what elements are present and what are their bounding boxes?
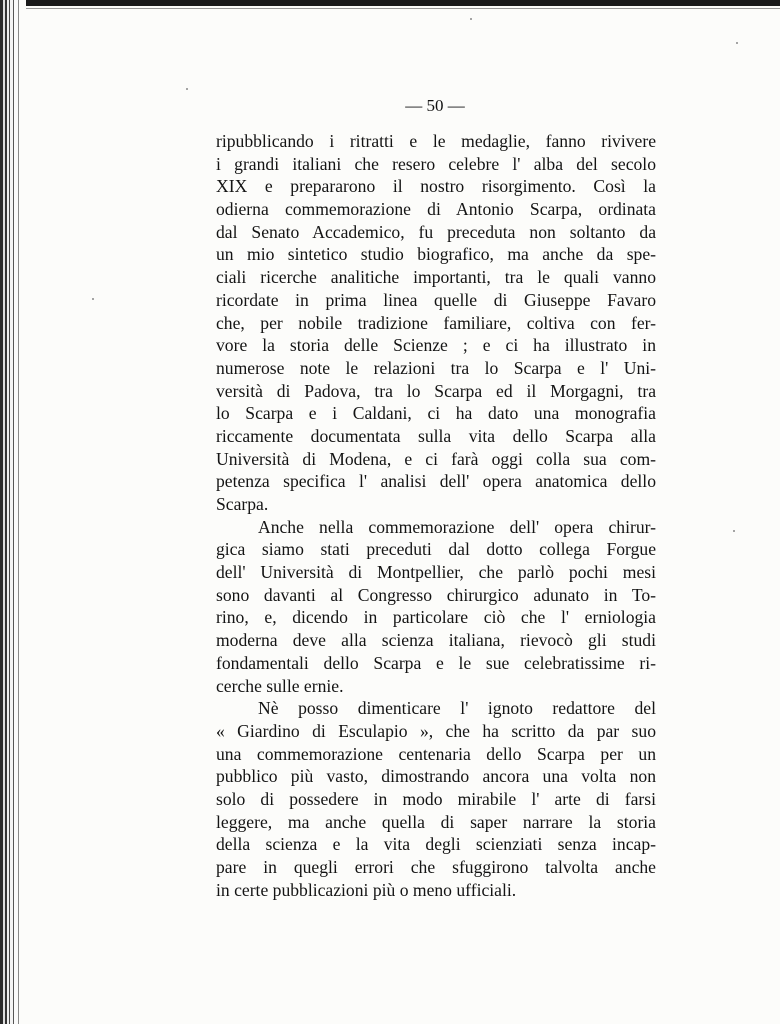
top-border bbox=[0, 0, 780, 6]
text-line: Anche nella commemorazione dell' opera chirur- bbox=[258, 516, 656, 537]
text-line: petenza specifica l' analisi dell' opera anatomica dello bbox=[216, 471, 656, 492]
paragraph bbox=[216, 697, 656, 901]
print-speck bbox=[92, 298, 94, 300]
text-line: gica siamo stati preceduti dal dotto collega Forgue bbox=[216, 539, 656, 560]
text-line: dell' Università di Montpellier, che parlò pochi mesi bbox=[216, 562, 656, 583]
text-line: in certe pubblicazioni più o meno ufficiali. bbox=[216, 879, 517, 900]
text-line: della scienza e la vita degli scienziati senza incap- bbox=[216, 834, 656, 855]
text-line: Università di Modena, e ci farà oggi colla sua com- bbox=[216, 448, 656, 469]
text-line: odierna commemorazione di Antonio Scarpa, ordinata bbox=[216, 199, 656, 220]
text-line: dal Senato Accademico, fu preceduta non soltanto da bbox=[216, 221, 656, 242]
text-line: ripubblicando i ritratti e le medaglie, fanno rivivere bbox=[216, 131, 656, 151]
binding-spine bbox=[0, 0, 26, 1024]
text-line: leggere, ma anche quella di saper narrare la storia bbox=[216, 811, 656, 832]
text-line: rino, e, dicendo in particolare ciò che l' erniologia bbox=[216, 607, 656, 628]
text-line: ricordate in prima linea quelle di Giuseppe Favaro bbox=[216, 289, 656, 310]
text-line: XIX e prepararono il nostro risorgimento. Così la bbox=[216, 176, 656, 197]
paragraph bbox=[216, 516, 656, 698]
page-number: — 50 — bbox=[405, 96, 465, 115]
text-line: solo di possedere in modo mirabile l' arte di farsi bbox=[216, 788, 656, 809]
text-line: lo Scarpa e i Caldani, ci ha dato una monografia bbox=[216, 403, 656, 424]
text-line: vore la storia delle Scienze ; e ci ha illustrato in bbox=[216, 335, 656, 356]
text-line: fondamentali dello Scarpa e le sue celebratissime ri- bbox=[216, 652, 656, 673]
text-line: sono davanti al Congresso chirurgico adunato in To- bbox=[216, 584, 656, 605]
top-border-thin bbox=[20, 8, 780, 9]
print-speck bbox=[470, 18, 472, 20]
print-speck bbox=[733, 530, 735, 532]
text-line: che, per nobile tradizione familiare, coltiva con fer- bbox=[216, 312, 656, 333]
print-speck bbox=[186, 88, 188, 90]
text-line: pubblico più vasto, dimostrando ancora una volta non bbox=[216, 766, 656, 787]
paragraph bbox=[216, 130, 656, 516]
text-line: una commemorazione centenaria dello Scarpa per un bbox=[216, 743, 656, 764]
text-line: ciali ricerche analitiche importanti, tra le quali vanno bbox=[216, 267, 656, 288]
text-line: un mio sintetico studio biografico, ma anche da spe- bbox=[216, 244, 656, 265]
text-line: Scarpa. bbox=[216, 494, 269, 514]
text-line: pare in quegli errori che sfuggirono talvolta anche bbox=[216, 857, 656, 877]
text-line: riccamente documentata sulla vita dello Scarpa alla bbox=[216, 425, 656, 446]
text-line: cerche sulle ernie. bbox=[216, 675, 344, 696]
body-text bbox=[216, 130, 656, 901]
text-line: versità di Padova, tra lo Scarpa ed il Morgagni, tra bbox=[216, 380, 656, 401]
text-line: « Giardino di Esculapio », che ha scritto da par suo bbox=[216, 720, 656, 741]
text-line: numerose note le relazioni tra lo Scarpa e l' Uni- bbox=[216, 357, 656, 378]
text-line: Nè posso dimenticare l' ignoto redattore del bbox=[258, 698, 656, 719]
text-line: i grandi italiani che resero celebre l' alba del secolo bbox=[216, 153, 656, 174]
print-speck bbox=[736, 42, 738, 44]
text-line: moderna deve alla scienza italiana, rievocò gli studi bbox=[216, 630, 656, 651]
